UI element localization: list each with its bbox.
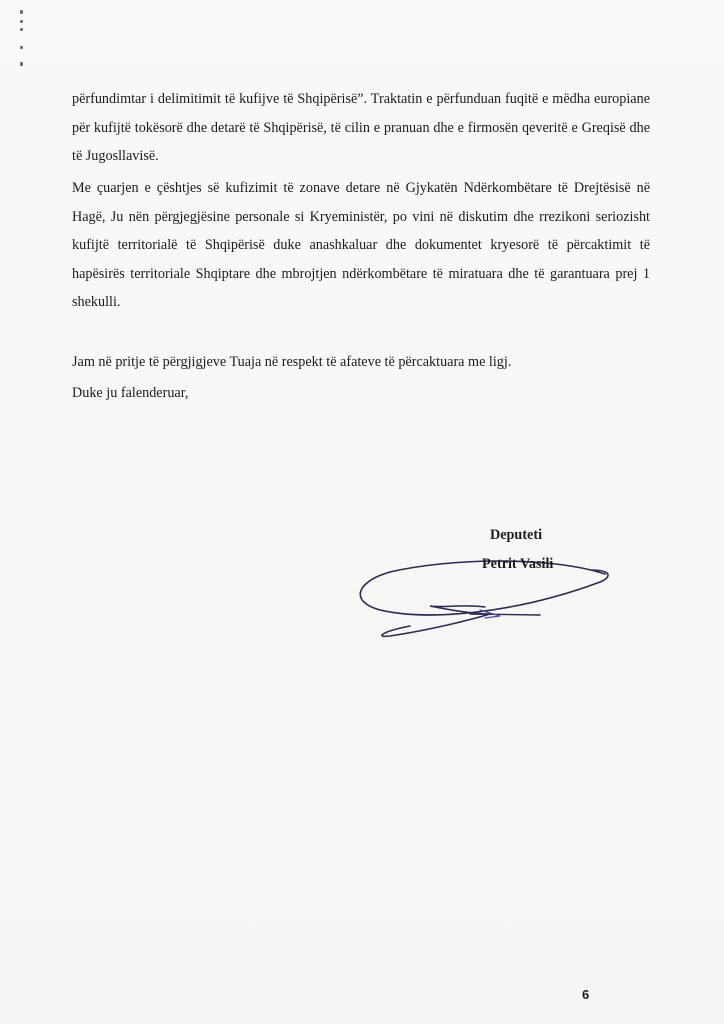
paragraph-treaty: përfundimtar i delimitimit të kufijve të Shqipërisë”. Traktatin e përfunduan fuqitë e mëdha europiane për kufijtë tokësorë dhe detarë të Shqipërisë, të cilin e pranuan dhe e firmosën qeveritë e Greqisë dhe të Jugosllavisë. [72,91,650,164]
binder-hole-marks [18,6,26,66]
paragraph-awaiting-reply: Jam në pritje të përgjigjeve Tuaja në respekt të afateve të përcaktuara me ligj. [72,354,512,370]
paragraph-closing: Duke ju falenderuar, [72,385,189,401]
paragraph-maritime-dispute: Me çuarjen e çështjes së kufizimit të zonave detare në Gjykatën Ndërkombëtare të Drejtësisë në Hagë, Ju nën përgjegjësine personale si Kryeministër, po vini në diskutim dhe rrezikoni seriozisht kufijtë territorialë të Shqipërisë duke anashkaluar dhe dokumentet kryesorë të përcaktimit të hapësirës territoriale Shqiptare dhe mbrojtjen ndërkombëtare të miratuara dhe të garantuara prej 1 shekulli. [72,180,650,310]
page-number: 6 [582,987,590,1002]
signatory-title: Deputeti [490,527,543,543]
signatory-name: Petrit Vasili [482,556,554,572]
